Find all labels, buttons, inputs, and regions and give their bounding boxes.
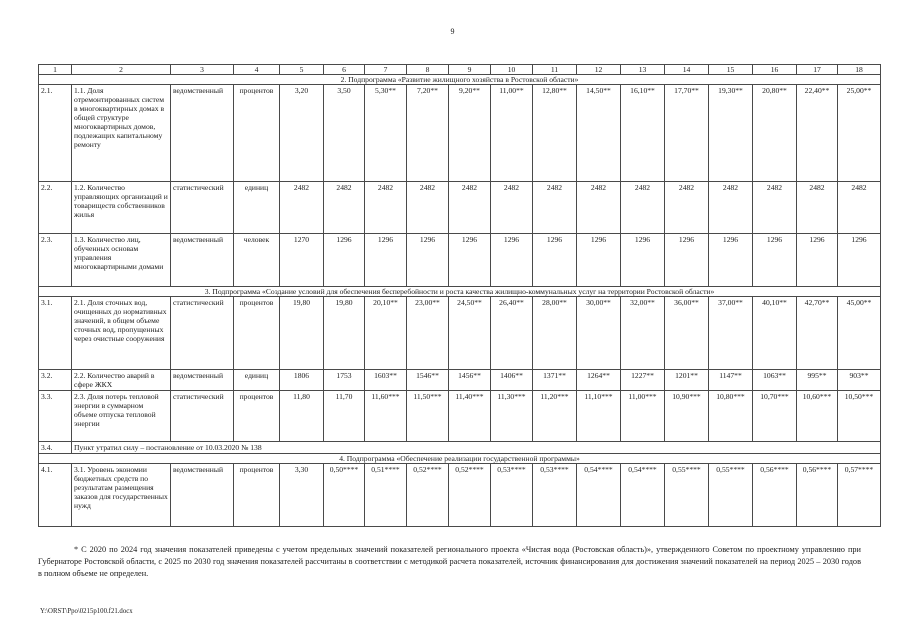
year-value: 37,00**	[709, 297, 753, 370]
year-value: 11,30***	[491, 391, 533, 442]
year-value: 28,00**	[533, 297, 577, 370]
unit: процентов	[234, 464, 280, 527]
table-row	[39, 85, 881, 182]
indicator-name: 1.2. Количество управляющих организаций и товариществ собственников жилья	[72, 182, 171, 234]
section-row	[39, 287, 881, 297]
year-value: 1406**	[491, 370, 533, 391]
indicator-type: статистический	[171, 182, 234, 234]
year-value: 0,56****	[753, 464, 797, 527]
unit: процентов	[234, 297, 280, 370]
row-number: 3.4.	[39, 442, 72, 454]
table-row	[39, 370, 881, 391]
header-cell: 2	[72, 65, 171, 75]
year-value: 20,80**	[753, 85, 797, 182]
year-value: 17,70**	[665, 85, 709, 182]
row-number: 2.3.	[39, 234, 72, 287]
footnote: * С 2020 по 2024 год значения показателей приведены с учетом предельных значений показателей регионального проекта «Чистая вода (Ростовская область)», утвержденного Советом по проектному управлению при Губернаторе Ростовской области, с 2025 по 2030 год значения показателей рассчитаны в соответствии с методикой расчета показателей, источник финансирования для достижения значений показателей на период 2025 – 2030 годов в полном объеме не определен.	[38, 545, 861, 578]
header-cell: 12	[577, 65, 621, 75]
page-number: 9	[450, 27, 455, 36]
year-value: 2482	[709, 182, 753, 234]
header-cell: 7	[365, 65, 407, 75]
base-value: 2482	[280, 182, 324, 234]
row-number: 3.2.	[39, 370, 72, 391]
row-number: 3.3.	[39, 391, 72, 442]
header-cell: 18	[838, 65, 881, 75]
section-row	[39, 75, 881, 85]
year-value: 1296	[449, 234, 491, 287]
year-value: 1753	[324, 370, 365, 391]
year-value: 995**	[797, 370, 838, 391]
year-value: 11,00***	[621, 391, 665, 442]
year-value: 1147**	[709, 370, 753, 391]
indicator-type: ведомственный	[171, 370, 234, 391]
year-value: 36,00**	[665, 297, 709, 370]
year-value: 19,80	[324, 297, 365, 370]
year-value: 2482	[753, 182, 797, 234]
year-value: 9,20**	[449, 85, 491, 182]
year-value: 1603**	[365, 370, 407, 391]
year-value: 0,55****	[665, 464, 709, 527]
year-value: 45,00**	[838, 297, 881, 370]
year-value: 1296	[365, 234, 407, 287]
year-value: 0,55****	[709, 464, 753, 527]
table-row	[39, 464, 881, 527]
year-value: 1264**	[577, 370, 621, 391]
year-value: 0,53****	[491, 464, 533, 527]
row-number: 4.1.	[39, 464, 72, 527]
file-path: Y:\ORST\Ppo\0215p100.f21.docx	[40, 608, 133, 615]
year-value: 11,10***	[577, 391, 621, 442]
base-value: 11,80	[280, 391, 324, 442]
indicators-table	[38, 64, 881, 527]
base-value: 3,20	[280, 85, 324, 182]
header-cell: 13	[621, 65, 665, 75]
year-value: 0,54****	[577, 464, 621, 527]
base-value: 1806	[280, 370, 324, 391]
year-value: 3,50	[324, 85, 365, 182]
year-value: 5,30**	[365, 85, 407, 182]
header-cell: 10	[491, 65, 533, 75]
year-value: 11,00**	[491, 85, 533, 182]
year-value: 1296	[621, 234, 665, 287]
header-cell: 1	[39, 65, 72, 75]
year-value: 2482	[838, 182, 881, 234]
indicator-type: ведомственный	[171, 85, 234, 182]
year-value: 0,57****	[838, 464, 881, 527]
year-value: 1296	[577, 234, 621, 287]
header-cell: 17	[797, 65, 838, 75]
year-value: 1296	[709, 234, 753, 287]
section-title: 4. Подпрограмма «Обеспечение реализации государственной программы»	[39, 454, 881, 464]
year-value: 11,60***	[365, 391, 407, 442]
header-cell: 8	[407, 65, 449, 75]
year-value: 1296	[665, 234, 709, 287]
header-cell: 4	[234, 65, 280, 75]
table-row	[39, 442, 881, 454]
section-row	[39, 454, 881, 464]
base-value: 19,80	[280, 297, 324, 370]
year-value: 2482	[665, 182, 709, 234]
year-value: 7,20**	[407, 85, 449, 182]
column-number-row	[39, 65, 881, 75]
year-value: 42,70**	[797, 297, 838, 370]
year-value: 11,40***	[449, 391, 491, 442]
year-value: 20,10**	[365, 297, 407, 370]
year-value: 2482	[621, 182, 665, 234]
year-value: 10,80***	[709, 391, 753, 442]
year-value: 0,54****	[621, 464, 665, 527]
header-cell: 11	[533, 65, 577, 75]
year-value: 1296	[753, 234, 797, 287]
year-value: 0,50****	[324, 464, 365, 527]
year-value: 1296	[491, 234, 533, 287]
table-row	[39, 182, 881, 234]
year-value: 2482	[577, 182, 621, 234]
repealed-note: Пункт утратил силу – постановление от 10.03.2020 № 138	[72, 442, 881, 454]
indicator-name: 2.1. Доля сточных вод, очищенных до нормативных значений, в общем объеме сточных вод, пропущенных через очистные сооружения	[72, 297, 171, 370]
year-value: 1546**	[407, 370, 449, 391]
year-value: 10,60***	[797, 391, 838, 442]
year-value: 1063**	[753, 370, 797, 391]
indicator-type: ведомственный	[171, 234, 234, 287]
year-value: 1296	[324, 234, 365, 287]
year-value: 1296	[407, 234, 449, 287]
indicator-type: статистический	[171, 391, 234, 442]
header-cell: 5	[280, 65, 324, 75]
header-cell: 6	[324, 65, 365, 75]
header-cell: 15	[709, 65, 753, 75]
year-value: 11,70	[324, 391, 365, 442]
indicator-name: 2.3. Доля потерь тепловой энергии в суммарном объеме отпуска тепловой энергии	[72, 391, 171, 442]
year-value: 30,00**	[577, 297, 621, 370]
year-value: 0,56****	[797, 464, 838, 527]
year-value: 10,70***	[753, 391, 797, 442]
year-value: 11,50***	[407, 391, 449, 442]
header-cell: 9	[449, 65, 491, 75]
year-value: 10,50***	[838, 391, 881, 442]
year-value: 1456**	[449, 370, 491, 391]
header-cell: 14	[665, 65, 709, 75]
indicator-name: 3.1. Уровень экономии бюджетных средств по результатам размещения заказов для государственных нужд	[72, 464, 171, 527]
base-value: 1270	[280, 234, 324, 287]
year-value: 903**	[838, 370, 881, 391]
table-row	[39, 391, 881, 442]
section-title: 2. Подпрограмма «Развитие жилищного хозяйства в Ростовской области»	[39, 75, 881, 85]
year-value: 23,00**	[407, 297, 449, 370]
indicator-type: ведомственный	[171, 464, 234, 527]
row-number: 2.2.	[39, 182, 72, 234]
table-row	[39, 234, 881, 287]
row-number: 3.1.	[39, 297, 72, 370]
year-value: 24,50**	[449, 297, 491, 370]
unit: человек	[234, 234, 280, 287]
year-value: 0,52****	[449, 464, 491, 527]
year-value: 25,00**	[838, 85, 881, 182]
table-row	[39, 297, 881, 370]
year-value: 26,40**	[491, 297, 533, 370]
indicator-name: 1.3. Количество лиц, обученных основам управления многоквартирными домами	[72, 234, 171, 287]
year-value: 2482	[407, 182, 449, 234]
header-cell: 3	[171, 65, 234, 75]
unit: процентов	[234, 85, 280, 182]
year-value: 11,20***	[533, 391, 577, 442]
year-value: 12,80**	[533, 85, 577, 182]
year-value: 1201**	[665, 370, 709, 391]
indicator-name: 1.1. Доля отремонтированных систем в многоквартирных домах в общей структуре многоквартирных домов, подлежащих капитальному ремонту	[72, 85, 171, 182]
year-value: 0,51****	[365, 464, 407, 527]
year-value: 16,10**	[621, 85, 665, 182]
year-value: 2482	[365, 182, 407, 234]
year-value: 0,52****	[407, 464, 449, 527]
year-value: 32,00**	[621, 297, 665, 370]
year-value: 10,90***	[665, 391, 709, 442]
section-title: 3. Подпрограмма «Создание условий для обеспечения бесперебойности и роста качества жилищно-коммунальных услуг на территории Ростовской области»	[39, 287, 881, 297]
base-value: 3,30	[280, 464, 324, 527]
year-value: 19,30**	[709, 85, 753, 182]
year-value: 1296	[838, 234, 881, 287]
year-value: 40,10**	[753, 297, 797, 370]
year-value: 1296	[533, 234, 577, 287]
year-value: 2482	[324, 182, 365, 234]
year-value: 2482	[449, 182, 491, 234]
year-value: 22,40**	[797, 85, 838, 182]
year-value: 2482	[491, 182, 533, 234]
unit: единиц	[234, 370, 280, 391]
unit: единиц	[234, 182, 280, 234]
year-value: 2482	[797, 182, 838, 234]
row-number: 2.1.	[39, 85, 72, 182]
year-value: 1227**	[621, 370, 665, 391]
indicator-type: статистический	[171, 297, 234, 370]
year-value: 1296	[797, 234, 838, 287]
year-value: 0,53****	[533, 464, 577, 527]
year-value: 2482	[533, 182, 577, 234]
unit: процентов	[234, 391, 280, 442]
header-cell: 16	[753, 65, 797, 75]
indicator-name: 2.2. Количество аварий в сфере ЖКХ	[72, 370, 171, 391]
year-value: 1371**	[533, 370, 577, 391]
year-value: 14,50**	[577, 85, 621, 182]
